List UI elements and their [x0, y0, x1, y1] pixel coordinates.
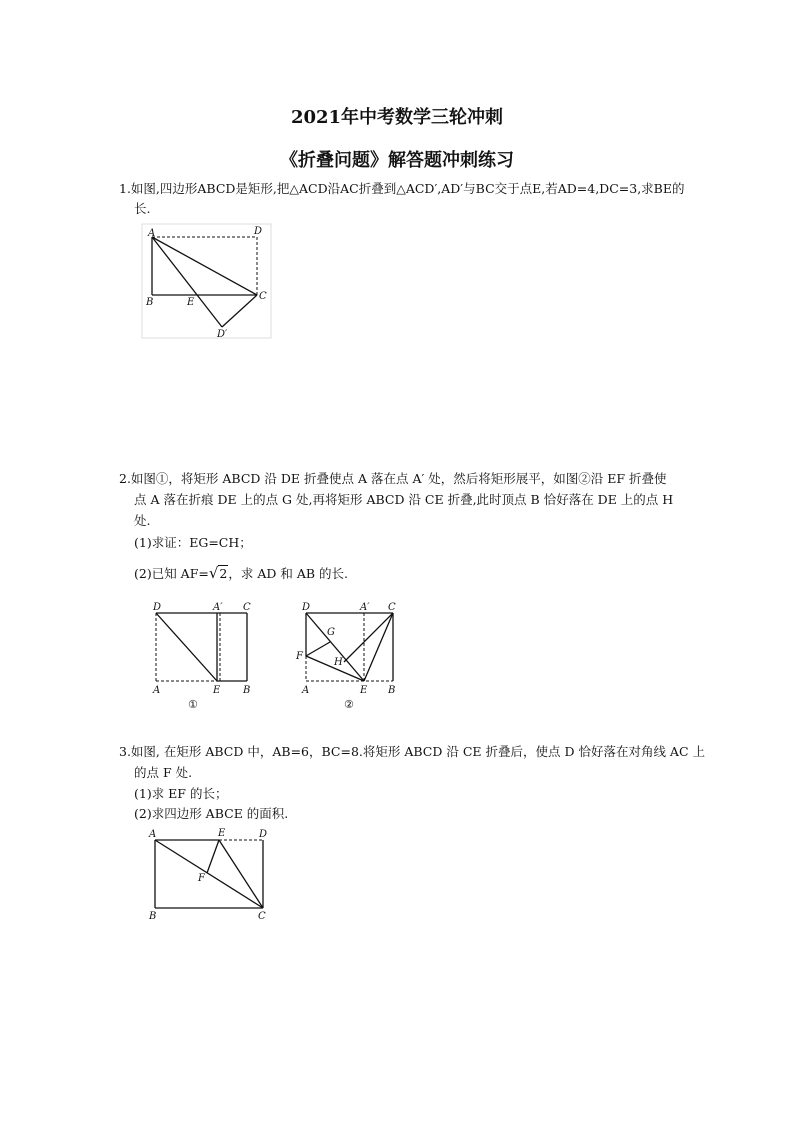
q1-label-e: E	[187, 297, 195, 308]
q3-label-c: C	[258, 911, 266, 922]
q2-part2-radicand: 2	[219, 566, 228, 581]
q2f1-label-d: D	[153, 602, 162, 613]
q3-figure	[145, 826, 275, 926]
q2f2-label-f: F	[296, 651, 303, 662]
q3-label-f: F	[198, 873, 205, 884]
q3-label-d: D	[259, 829, 268, 840]
q1-label-c: C	[259, 291, 267, 302]
q3-part1: (1)求 EF 的长；	[134, 786, 228, 801]
q2f2-label-g: G	[327, 627, 335, 638]
q1-text-line1: 1.如图,四边形ABCD是矩形,把△ACD沿AC折叠到△ACD′,AD′与BC交于点E,若AD=4,DC=3,求BE的	[119, 181, 685, 196]
q2f1-label-b: B	[243, 685, 251, 696]
q3-label-a: A	[149, 829, 157, 840]
q2f2-segment-ec	[364, 613, 393, 681]
q2f1-label-e: E	[213, 685, 221, 696]
q2-figure-2	[292, 598, 407, 713]
q3-segment-ef	[207, 840, 219, 873]
q2-figure-1	[150, 598, 260, 713]
document-subtitle: 《折叠问题》解答题冲刺练习	[280, 150, 514, 171]
q1-segment-ad2	[152, 237, 222, 327]
q2f2-label-h: H	[334, 657, 343, 668]
q3-part2: (2)求四边形 ABCE 的面积.	[134, 806, 289, 821]
q2f1-label-a: A	[153, 685, 161, 696]
q2-part2-prefix: (2)已知 AF=	[134, 566, 209, 581]
q3-label-b: B	[149, 911, 157, 922]
q1-figure-frame	[142, 224, 271, 338]
q3-segment-ec	[219, 840, 263, 908]
document-title: 2021年中考数学三轮冲刺	[290, 107, 504, 128]
q2f2-segment-fg	[306, 642, 330, 656]
sqrt-sign: √	[208, 564, 219, 582]
q2f2-segment-de	[306, 613, 364, 681]
q3-text-line1: 3.如图, 在矩形 ABCD 中，AB=6，BC=8.将矩形 ABCD 沿 CE 折叠后，使点 D 恰好落在对角线 AC 上	[119, 744, 705, 759]
q2f2-label-a: A	[302, 685, 310, 696]
q1-label-d2: D′	[217, 329, 228, 340]
q2-text-line1: 2.如图①，将矩形 ABCD 沿 DE 折叠使点 A 落在点 A′ 处，然后将矩形展平，如图②沿 EF 折叠使	[119, 471, 667, 486]
q2-text-line2: 点 A 落在折痕 DE 上的点 G 处,再将矩形 ABCD 沿 CE 折叠,此时顶点 B 恰好落在 DE 上的点 H	[134, 492, 674, 507]
q2f1-label-a2: A′	[213, 602, 223, 613]
q1-segment-d2c	[222, 295, 257, 327]
q2f1-segment-de	[156, 613, 217, 681]
q3-label-e: E	[218, 828, 226, 839]
q2-part2-suffix: ，求 AD 和 AB 的长.	[228, 566, 349, 581]
q2f2-label-a2: A′	[360, 602, 370, 613]
q1-label-a: A	[148, 228, 156, 239]
q3-segment-ac	[155, 840, 263, 908]
q1-label-b: B	[146, 297, 154, 308]
q1-label-d: D	[254, 226, 263, 237]
q1-text-line2: 长.	[134, 201, 151, 216]
q2-part1: (1)求证：EG=CH；	[134, 535, 252, 550]
q2f1-label-c: C	[243, 602, 251, 613]
q2f2-label-d: D	[302, 602, 311, 613]
q2-part2	[134, 565, 348, 582]
q2f2-label-b: B	[388, 685, 396, 696]
q1-segment-ac	[152, 237, 257, 295]
q2f1-caption: ①	[188, 698, 198, 711]
q2-text-line3: 处.	[134, 513, 151, 528]
q2f2-label-c: C	[388, 602, 396, 613]
q3-text-line2: 的点 F 处.	[134, 765, 193, 780]
q2f2-label-e: E	[360, 685, 368, 696]
q2f2-caption: ②	[344, 698, 354, 711]
q1-figure	[140, 222, 275, 342]
q2f2-segment-hc	[344, 613, 393, 662]
